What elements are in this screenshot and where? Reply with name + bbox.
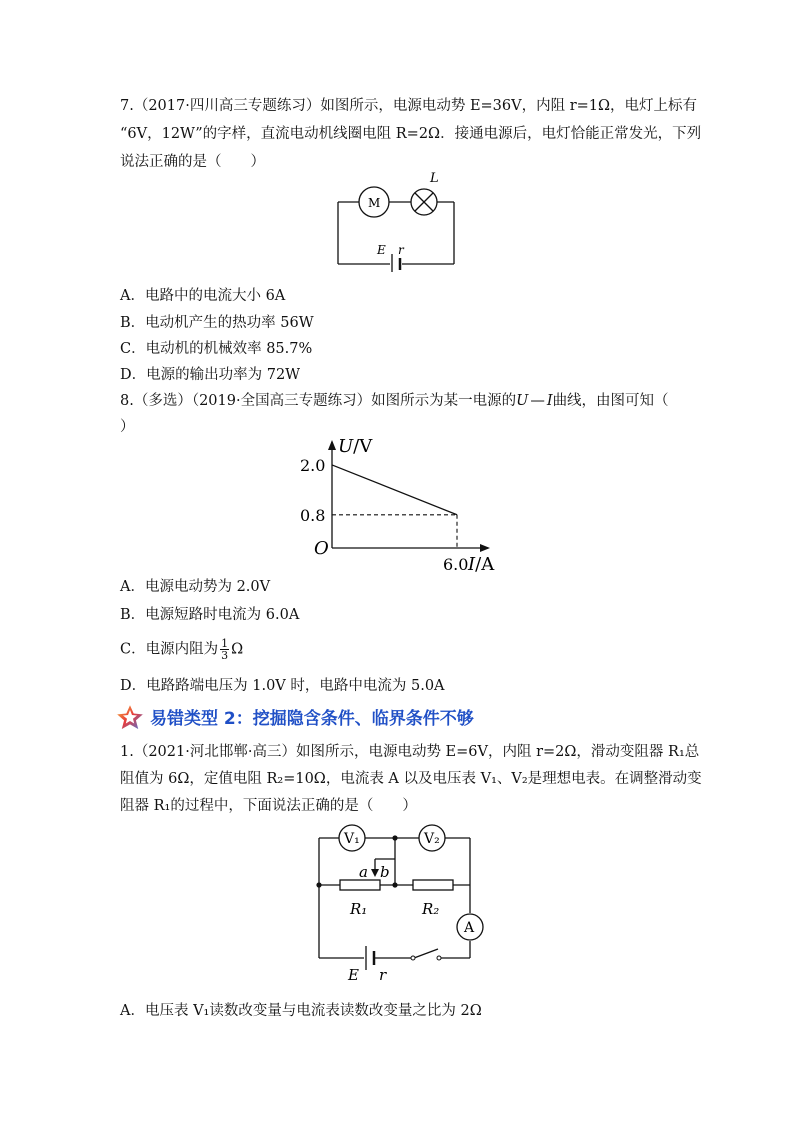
q7-option-a: A．电路中的电流大小 6A	[120, 288, 286, 304]
r1-label: R₁	[350, 900, 368, 918]
q1-option-a: A．电压表 V₁读数改变量与电流表读数改变量之比为 2Ω	[120, 1003, 482, 1019]
q1-line-2: 阻值为 6Ω，定值电阻 R₂=10Ω，电流表 A 以及电压表 V₁、V₂是理想电表。在调整滑动变	[120, 771, 702, 787]
ui-curve-chart	[290, 428, 510, 576]
switch-blade	[414, 949, 438, 958]
q1-line-1: 1.（2021·河北邯郸·高三）如图所示，电源电动势 E=6V，内阻 r=2Ω，滑动变阻器 R₁总	[120, 744, 700, 760]
x-tick-label: 6.0	[443, 555, 469, 574]
q7-line-3: 说法正确的是（ ）	[120, 154, 265, 170]
q8-line-1-tail: 曲线，由图可知（	[552, 393, 669, 409]
q8-line-2: ）	[120, 419, 135, 435]
ammeter-label: A	[464, 920, 475, 936]
fraction-numerator: 1	[221, 637, 229, 650]
fraction-one-third	[220, 638, 229, 661]
q1-line-3: 阻器 R₁的过程中，下面说法正确的是（ ）	[120, 798, 417, 814]
slider-arrow	[371, 869, 379, 877]
q8-line-1	[120, 391, 669, 411]
q8-option-c	[120, 638, 243, 661]
q7-line-1: 7.（2017·四川高三专题练习）如图所示，电源电动势 E=36V，内阻 r=1Ω，电灯上标有	[120, 98, 698, 114]
x-axis-arrow	[480, 544, 490, 552]
q7-option-b: B．电动机产生的热功率 56W	[120, 315, 314, 331]
x-axis-label: I/A	[468, 554, 495, 575]
resistor-r2	[413, 880, 453, 890]
emf-label-2: E	[348, 966, 359, 984]
star-icon	[112, 702, 148, 732]
q1-circuit-figure	[300, 822, 500, 992]
q8-line-1-text: 8.（多选）（2019·全国高三专题练习）如图所示为某一电源的	[120, 393, 517, 409]
section-title: 易错类型 2：挖掘隐含条件、临界条件不够	[150, 709, 474, 729]
r2-label: R₂	[422, 900, 440, 918]
fraction-denominator: 3	[221, 649, 229, 662]
v2-label: V₂	[424, 831, 440, 847]
lamp-label: L	[430, 171, 439, 186]
q7-option-c: C．电动机的机械效率 85.7%	[120, 341, 313, 357]
curve-u-symbol: U	[516, 393, 529, 409]
y-axis-arrow	[328, 440, 336, 450]
resistance-label: r	[398, 243, 404, 257]
q8-option-c-text: C．电源内阻为	[120, 641, 219, 658]
origin-label: O	[314, 538, 329, 559]
v1-label: V₁	[344, 831, 360, 847]
q7-option-d: D．电源的输出功率为 72W	[120, 367, 301, 383]
q7-line-2: “6V，12W”的字样，直流电动机线圈电阻 R=2Ω．接通电源后，电灯恰能正常发光，下列	[120, 126, 702, 142]
curve-i-symbol: I	[546, 393, 553, 409]
motor-label: M	[368, 196, 381, 210]
ui-line-series	[332, 465, 457, 515]
rheostat-r1	[340, 880, 380, 890]
q8-option-b: B．电源短路时电流为 6.0A	[120, 607, 300, 623]
resistance-label-2: r	[379, 966, 387, 984]
curve-dash: —	[530, 393, 545, 409]
q8-option-d: D．电路路端电压为 1.0V 时，电路中电流为 5.0A	[120, 678, 445, 694]
q7-circuit-figure	[330, 168, 470, 272]
q8-option-c-unit: Ω	[231, 641, 244, 658]
q8-option-a: A．电源电动势为 2.0V	[120, 579, 271, 595]
slider-b-label: b	[380, 863, 390, 881]
y-axis-label: U/V	[338, 436, 373, 457]
slider-a-label: a	[359, 863, 368, 881]
y-tick-label-bottom: 0.8	[300, 505, 326, 525]
emf-label: E	[377, 243, 386, 257]
y-tick-label-top: 2.0	[300, 455, 326, 475]
